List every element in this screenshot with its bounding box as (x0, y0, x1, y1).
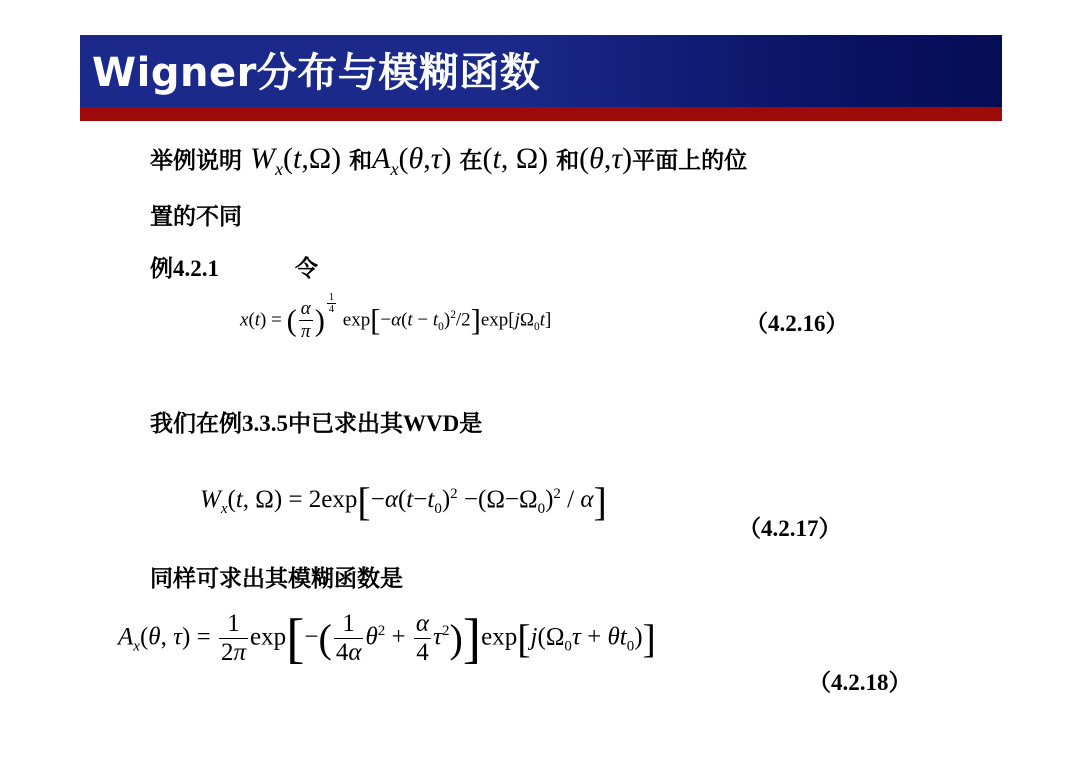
eq-number-4-2-16: （4.2.16） (745, 311, 849, 336)
wvd-text-a: 我们在例 (150, 411, 242, 437)
example-let: 令 (295, 256, 319, 282)
example-label: 例 (150, 256, 173, 282)
eq-number-4-2-18: （4.2.18） (808, 670, 912, 695)
intro-in: 在 (459, 148, 483, 174)
intro-line-2: 置的不同 (150, 204, 242, 230)
wvd-line (150, 405, 482, 438)
af-line: 同样可求出其模糊函数是 (150, 566, 403, 592)
eq-number-4-2-17: （4.2.17） (738, 516, 842, 541)
equation-4-2-17: $W_x(t$, $\Omega) = 2\exp[-\alpha(t-t_0)^2 -(\Omega-\Omega_0)^2 / \alpha]$ (200, 479, 607, 524)
slide-title: Wigner分布与模糊函数 (92, 50, 541, 96)
intro-line-1 (150, 142, 747, 180)
wvd-text-ref: 3.3.5 (242, 411, 288, 436)
intro-suffix: 平面上的位 (632, 148, 748, 174)
title-bar (80, 35, 1002, 107)
ax-symbol: $A_x(\theta,\tau)$ (372, 142, 452, 179)
title-underline (80, 107, 1002, 121)
wx-symbol: $W_x(t,\Omega)$ (250, 142, 342, 179)
t-omega-plane: (t, Ω) (482, 142, 549, 175)
example-number: 4.2.1 (173, 256, 219, 281)
intro-and-2: 和 (556, 148, 580, 174)
wvd-text-wvd: WVD (403, 411, 460, 436)
wvd-text-b: 中已求出其 (288, 411, 403, 437)
intro-and-1: 和 (349, 148, 373, 174)
intro-prefix: 举例说明 (150, 148, 242, 174)
equation-4-2-16: x(t) = ( $\frac{\alpha}{\pi}$ ) $^{\frac{1}{4}}$ $\exp[-\alpha(t - t_0)^2/2]\exp[j\Omega_0t]$ (240, 292, 552, 343)
equation-4-2-18: $A_x(\theta$, τ) = $\frac{1}{2\pi}$ exp[−( $\frac{1}{4\alpha}$ $\theta^2$ + $\frac{\alpha}{4}$ $\tau^2)]\exp[j(\Omega_0\tau + \theta t_0)]$ (118, 607, 656, 669)
wvd-text-c: 是 (459, 411, 483, 437)
example-line (150, 250, 318, 283)
theta-tau-plane: (θ,τ) (579, 142, 633, 175)
